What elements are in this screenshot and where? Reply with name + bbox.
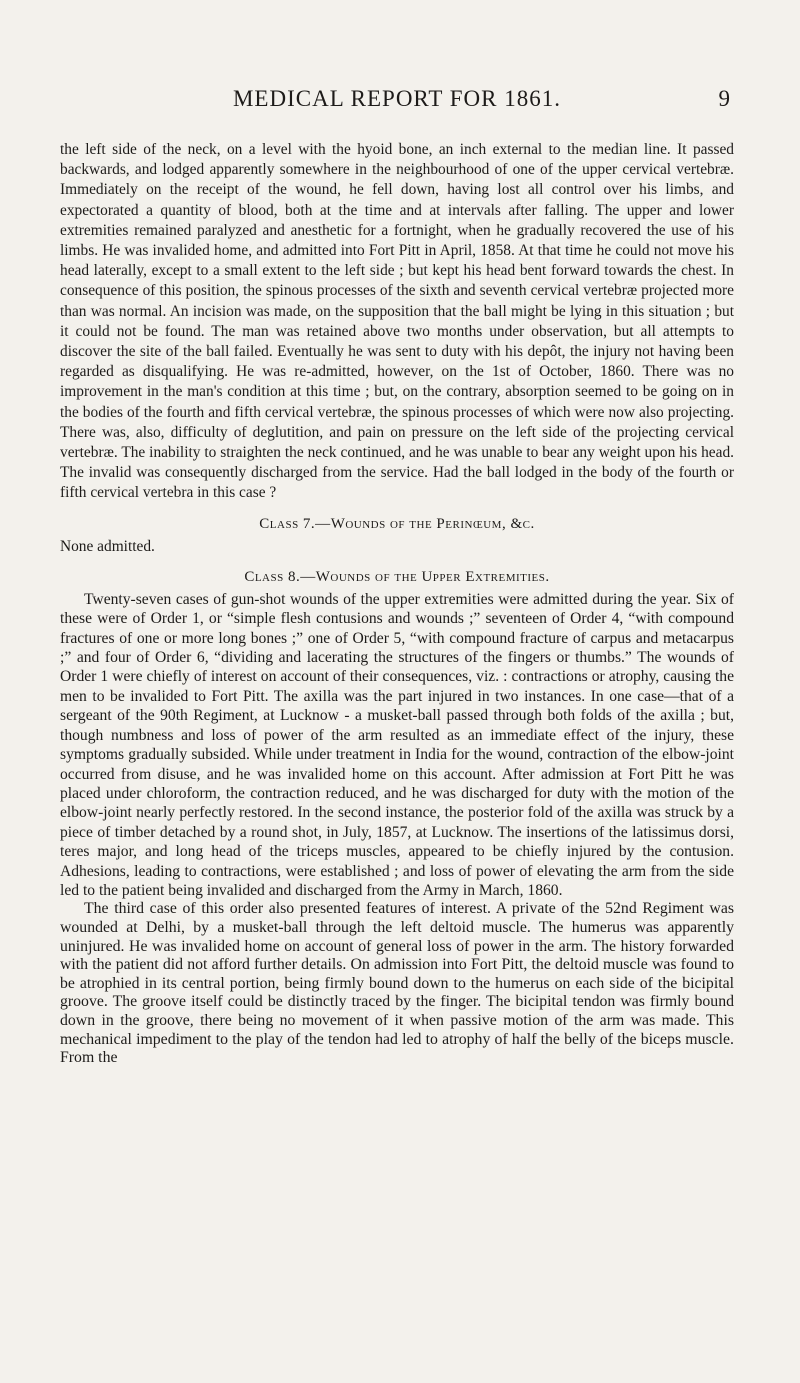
class-8-title: Wounds of the Upper Extremities. xyxy=(315,568,550,585)
section-heading-class-7 xyxy=(60,516,734,533)
running-title: MEDICAL REPORT FOR 1861. xyxy=(232,86,562,111)
page-body xyxy=(60,140,734,1068)
class-7-title: Wounds of the Perinœum, &c. xyxy=(330,515,535,532)
class-7-number: Class 7.— xyxy=(259,515,331,532)
paragraph-spinal-case: the left side of the neck, on a level with the hyoid bone, an inch external to the median line. It passed backwards, and lodged apparently somewhere in the neighbourhood of one of the upper cervical vertebræ. Immediately on the receipt of the wound, he fell down, having lost all control over his limbs, and expectorated a quantity of blood, both at the time and at intervals after falling. The upper and lower extremities remained paralyzed and anesthetic for a fortnight, when he gradually recovered the use of his limbs. He was invalided home, and admitted into Fort Pitt in April, 1858. At that time he could not move his head laterally, except to a small extent to the left side ; but kept his head bent forward towards the chest. In consequence of this position, the spinous processes of the sixth and seventh cervical vertebræ projected more than was normal. An incision was made, on the supposition that the ball might be lying in this situation ; but it could not be found. The man was retained above two months under observation, but all attempts to discover the site of the ball failed. Eventually he was sent to duty with his depôt, the injury not having been regarded as disqualifying. He was re-admitted, however, on the 1st of October, 1860. There was no improvement in the man's condition at this time ; but, on the contrary, absorption seemed to be going on in the bodies of the fourth and fifth cervical vertebræ, the spinous processes of which were now also projecting. There was, also, difficulty of deglutition, and pain on pressure on the left side of the projecting cervical vertebræ. The inability to straighten the neck continued, and he was unable to bear any weight upon his head. The invalid was consequently discharged from the service. Had the ball lodged in the body of the fourth or fifth cervical vertebra in this case ? xyxy=(60,141,734,502)
class-8-number: Class 8.— xyxy=(244,568,316,585)
paragraph-upper-extremities: Twenty-seven cases of gun-shot wounds of the upper extremities were admitted during the year. Six of these were of Order 1, or “simple flesh contusions and wounds ;” seventeen of Order 4, “with compound fractures of one or more long bones ;” one of Order 5, “with compound fracture of carpus and metacarpus ;” and four of Order 6, “dividing and lacerating the structures of the fingers or thumbs.” The wounds of Order 1 were chiefly of interest on account of their consequences, viz. : contractions or atrophy, causing the men to be invalided to Fort Pitt. The axilla was the part injured in two instances. In one case—that of a sergeant of the 90th Regiment, at Lucknow - a musket-ball passed through both folds of the axilla ; but, though numbness and loss of power of the arm resulted as an immediate effect of the injury, these symptoms gradually subsided. While under treatment in India for the wound, contraction of the elbow-joint occurred from disuse, and he was invalided home on this account. After admission at Fort Pitt he was placed under chloroform, the contraction reduced, and he was discharged for duty with the motion of the elbow-joint nearly perfectly restored. In the second instance, the posterior fold of the axilla was struck by a piece of timber detached by a round shot, in July, 1857, at Lucknow. The insertions of the latissimus dorsi, teres major, and long head of the triceps muscles, appeared to be chiefly injured by the contusion. Adhesions, leading to contractions, were established ; and loss of power of elevating the arm from the side led to the patient being invalided and discharged from the Army in March, 1860. xyxy=(60,590,734,899)
paragraph-third-case: The third case of this order also presented features of interest. A private of the 52nd Regiment was wounded at Delhi, by a musket-ball through the left deltoid muscle. The humerus was apparently uninjured. He was invalided home on account of general loss of power in the arm. The history forwarded with the patient did not afford further details. On admission into Fort Pitt, the deltoid muscle was found to be atrophied in its central portion, being firmly bound down to the humerus on each side of the bicipital groove. The groove itself could be distinctly traced by the finger. The bicipital tendon was firmly bound down in the groove, there being no movement of it when passive motion of the arm was made. This mechanical impediment to the play of the tendon had led to atrophy of half the belly of the biceps muscle. From the xyxy=(60,900,734,1067)
page-number: 9 xyxy=(718,86,730,111)
class-7-text: None admitted. xyxy=(60,537,155,555)
running-head xyxy=(60,86,734,116)
section-heading-class-8 xyxy=(60,569,734,586)
